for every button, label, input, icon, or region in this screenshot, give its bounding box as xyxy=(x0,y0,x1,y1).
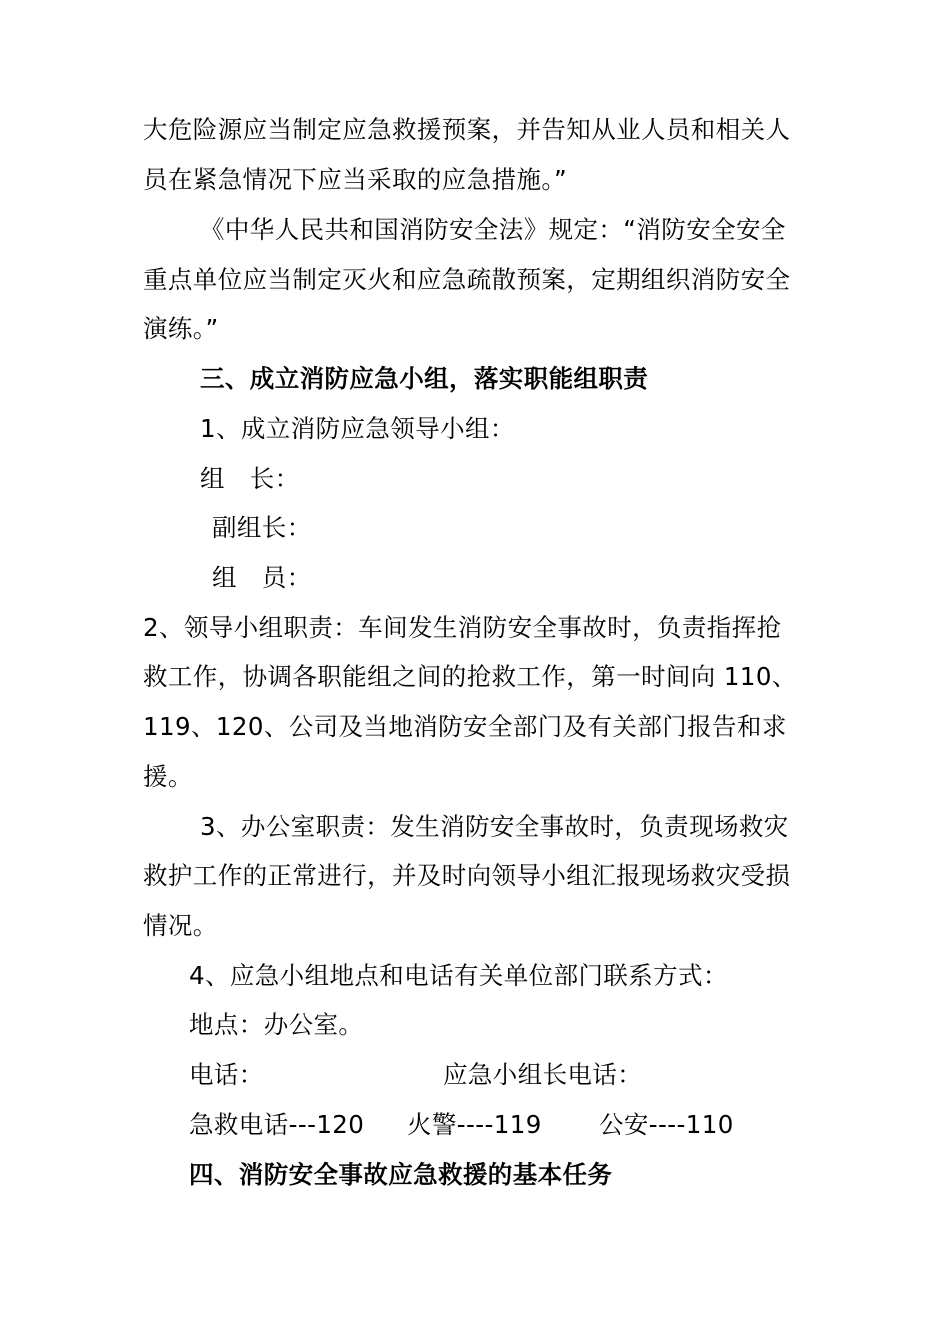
fire-phone: 火警----119 xyxy=(407,1110,542,1139)
paragraph-line: 员在紧急情况下应当采取的应急措施。” xyxy=(143,165,568,194)
section-heading: 三、成立消防应急小组，落实职能组职责 xyxy=(200,364,649,393)
police-phone: 公安----110 xyxy=(599,1110,734,1139)
leader-phone-label: 应急小组长电话： xyxy=(443,1060,643,1089)
paragraph-line: 演练。” xyxy=(143,314,219,343)
paragraph-line: 3、办公室职责：发生消防安全事故时，负责现场救灾 xyxy=(200,812,789,841)
paragraph-line: 大危险源应当制定应急救援预案，并告知从业人员和相关人 xyxy=(143,115,791,144)
leader-label: 组 长： xyxy=(200,464,300,493)
paragraph-line: 情况。 xyxy=(143,911,218,940)
list-item: 1、成立消防应急领导小组： xyxy=(200,414,515,443)
first-aid-phone: 急救电话---120 xyxy=(189,1110,365,1139)
member-label: 组 员： xyxy=(212,563,312,592)
paragraph-line: 119、120、公司及当地消防安全部门及有关部门报告和求 xyxy=(143,712,787,741)
paragraph-line: 重点单位应当制定灭火和应急疏散预案，定期组织消防安全 xyxy=(143,265,791,294)
paragraph-line: 《中华人民共和国消防安全法》规定：“消防安全安全 xyxy=(200,215,786,244)
list-item: 4、应急小组地点和电话有关单位部门联系方式： xyxy=(189,961,728,990)
paragraph-line: 2、领导小组职责：车间发生消防安全事故时，负责指挥抢 xyxy=(143,613,782,642)
location-line: 地点：办公室。 xyxy=(189,1010,364,1039)
deputy-label: 副组长： xyxy=(212,513,312,542)
phone-label: 电话： xyxy=(189,1060,264,1089)
paragraph-line: 援。 xyxy=(143,762,193,791)
paragraph-line: 救工作，协调各职能组之间的抢救工作，第一时间向 110、 xyxy=(143,662,797,691)
paragraph-line: 救护工作的正常进行，并及时向领导小组汇报现场救灾受损 xyxy=(143,861,791,890)
section-heading: 四、消防安全事故应急救援的基本任务 xyxy=(189,1160,613,1189)
